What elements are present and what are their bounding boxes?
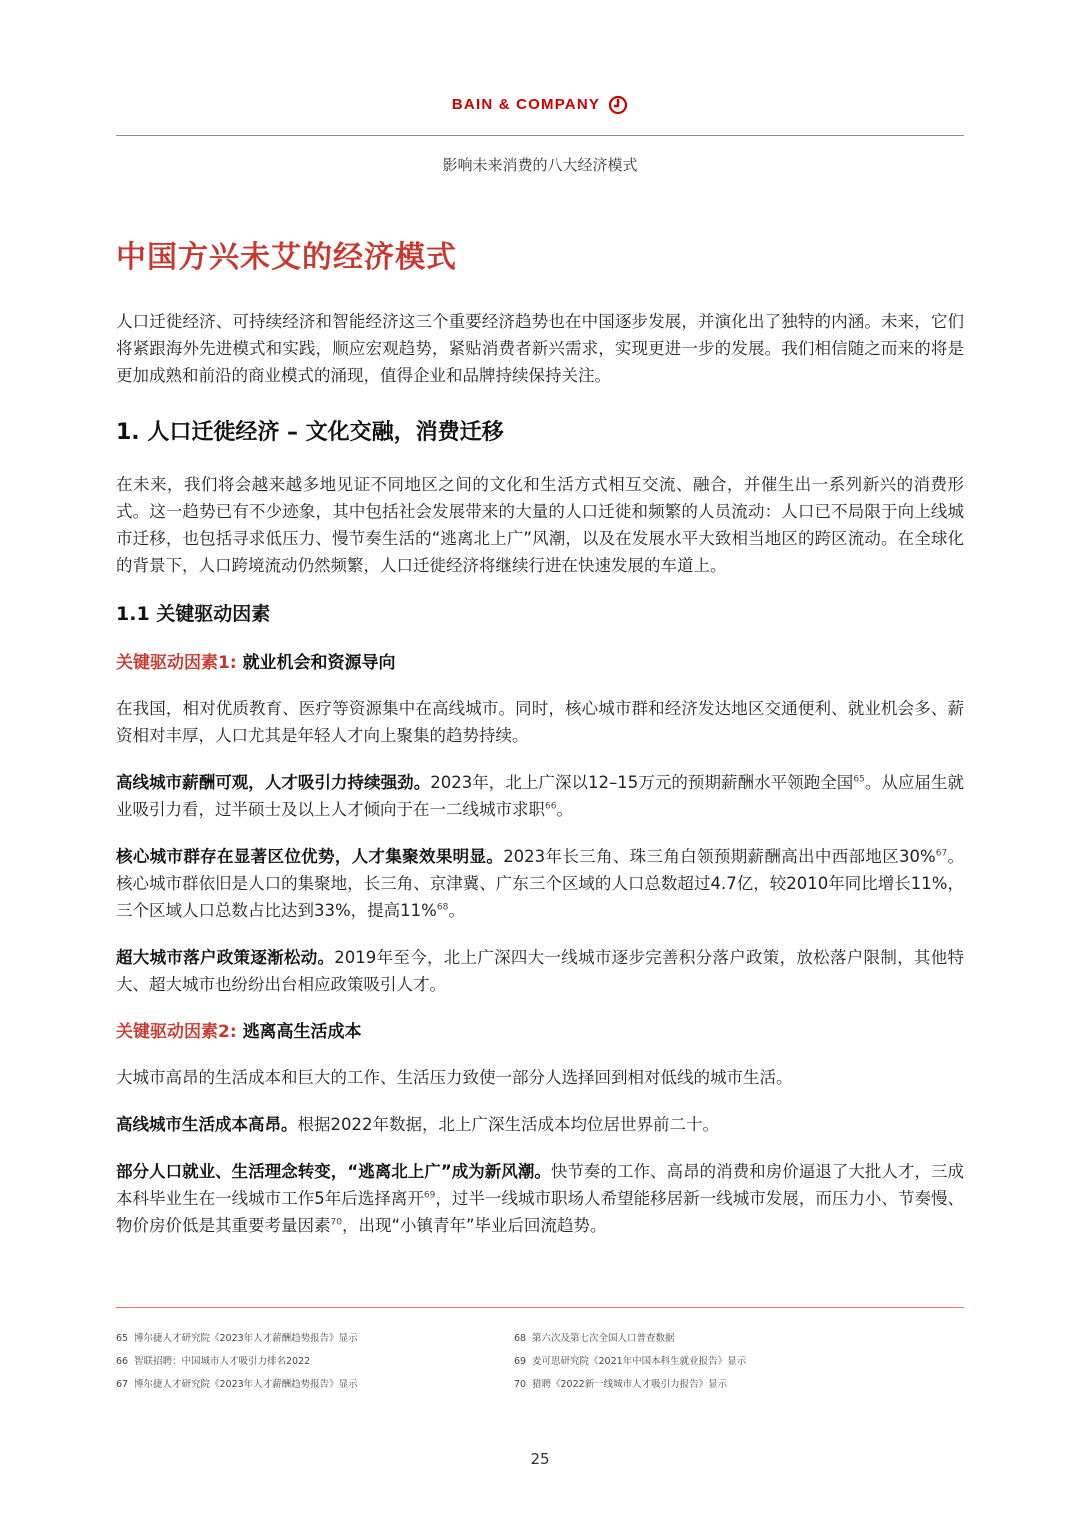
footnote-ref: 65 [853,774,865,785]
footnote-ref: 66 [545,801,557,812]
footnote [514,1377,964,1392]
driver-body: 大城市高昂的生活成本和巨大的工作、生活压力致使一部分人选择回到相对低线的城市生活。 [116,1068,793,1087]
paragraph-text: 。 [448,901,465,920]
header-logo [0,94,1080,115]
paragraph-text: 2019年至今，北上广深四大一线城市逐步完善积分落户政策，放松落户限制，其他特大、超大城市也纷纷出台相应政策吸引人才。 [116,948,964,994]
footnote [116,1331,514,1346]
driver-heading-1 [116,649,964,677]
paragraph [116,944,964,998]
footnote [116,1354,514,1369]
footnote-number: 67 [116,1379,129,1390]
paragraph-text: 。核心城市群依旧是人口的集聚地，长三角、京津冀、广东三个区域的人口总数超过4.7亿，较2010年同比增长11%，三个区域人口总数占比达到33%，提高11% [116,847,965,920]
footnote [116,1377,514,1392]
driver-body: 在我国，相对优质教育、医疗等资源集中在高线城市。同时，核心城市群和经济发达地区交通便利、就业机会多、薪资相对丰厚，人口尤其是年轻人才向上聚集的趋势持续。 [116,699,964,745]
bain-circle-logo-icon [608,95,628,115]
footnote-text: 博尔捷人才研究院《2023年人才薪酬趋势报告》显示 [134,1379,358,1390]
paragraph [116,843,964,924]
footnote-number: 65 [116,1333,129,1344]
main-content [116,236,964,1259]
running-header: 影响未来消费的八大经济模式 [442,156,638,174]
intro-paragraph: 人口迁徙经济、可持续经济和智能经济这三个重要经济趋势也在中国逐步发展，并演化出了独特的内涵。未来，它们将紧跟海外先进模式和实践，顺应宏观趋势，紧贴消费者新兴需求，实现更进一步的发展。我们相信随之而来的将是更加成熟和前沿的商业模式的涌现，值得企业和品牌持续保持关注。 [116,312,964,385]
footnote-ref: 67 [935,848,948,859]
paragraph-lead: 超大城市落户政策逐渐松动。 [116,948,335,967]
footnotes [116,1331,964,1392]
section-body: 在未来，我们将会越来越多地见证不同地区之间的文化和生活方式相互交流、融合，并催生出一系列新兴的消费形式。这一趋势已有不少迹象，其中包括社会发展带来的大量的人口迁徙和频繁的人员流动：人口已不局限于向上线城市迁移，也包括寻求低压力、慢节奏生活的“逃离北上广”风潮，以及在发展水平大致相当地区的跨区流动。在全球化的背景下，人口跨境流动仍然频繁，人口迁徙经济将继续行进在快速发展的车道上。 [116,475,964,575]
subsection-heading: 1.1 关键驱动因素 [116,603,271,625]
driver-label: 关键驱动因素2: [116,1022,237,1042]
paragraph [116,769,964,823]
paragraph-text: 2023年，北上广深以12–15万元的预期薪酬水平领跑全国 [430,773,854,792]
paragraph-lead: 核心城市群存在显著区位优势，人才集聚效果明显。 [116,847,504,866]
paragraph-lead: 部分人口就业、生活理念转变，“逃离北上广”成为新风潮。 [116,1162,551,1181]
driver-title: 就业机会和资源导向 [242,653,396,673]
paragraph-text: 根据2022年数据，北上广深生活成本均位居世界前二十。 [297,1115,719,1134]
footnote-text: 第六次及第七次全国人口普查数据 [532,1333,675,1344]
footnote [514,1331,964,1346]
paragraph [116,1111,964,1138]
driver-label: 关键驱动因素1: [116,653,237,673]
page-number: 25 [530,1450,550,1468]
logo [452,95,628,115]
paragraph-lead: 高线城市生活成本高昂。 [116,1115,298,1134]
driver-title: 逃离高生活成本 [242,1022,362,1042]
paragraph-text: ，出现“小镇青年”毕业后回流趋势。 [341,1216,607,1235]
footnote [514,1354,964,1369]
header-divider [116,135,964,136]
page-title: 中国方兴未艾的经济模式 [116,240,457,275]
footnote-text: 智联招聘：中国城市人才吸引力排名2022 [134,1356,311,1367]
paragraph-text: 。 [556,800,573,819]
paragraph-lead: 高线城市薪酬可观，人才吸引力持续强劲。 [116,773,431,792]
footnote-ref: 68 [436,902,449,913]
paragraph-text: 快节奏的工作、高昂的消费和房价逼退了大批人才，三成本科毕业生在一线城市工作5年后选择离开 [116,1162,964,1208]
paragraph-text: 2023年长三角、珠三角白领预期薪酬高出中西部地区30% [503,847,936,866]
footnote-text: 麦可思研究院《2021年中国本科生就业报告》显示 [532,1356,747,1367]
section-heading: 1. 人口迁徙经济 – 文化交融，消费迁移 [116,420,504,445]
footnote-number: 69 [514,1356,527,1367]
paragraph [116,1158,964,1239]
footnote-number: 68 [514,1333,527,1344]
footnote-ref: 70 [330,1217,342,1228]
paragraph-text: 。从应届生就业吸引力看，过半硕士及以上人才倾向于在一二线城市求职 [116,773,965,819]
footnote-divider [116,1307,964,1308]
footnote-number: 66 [116,1356,129,1367]
footnote-text: 猎聘《2022新一线城市人才吸引力报告》显示 [532,1379,728,1390]
logo-text: BAIN & COMPANY [451,96,601,113]
footnote-ref: 69 [423,1190,436,1201]
footnote-number: 70 [514,1379,527,1390]
paragraph-text: ，过半一线城市职场人希望能移居新一线城市发展，而压力小、节奏慢、物价房价低是其重要考量因素 [116,1189,965,1235]
footnote-text: 博尔捷人才研究院《2023年人才薪酬趋势报告》显示 [134,1333,358,1344]
driver-heading-2 [116,1018,964,1046]
